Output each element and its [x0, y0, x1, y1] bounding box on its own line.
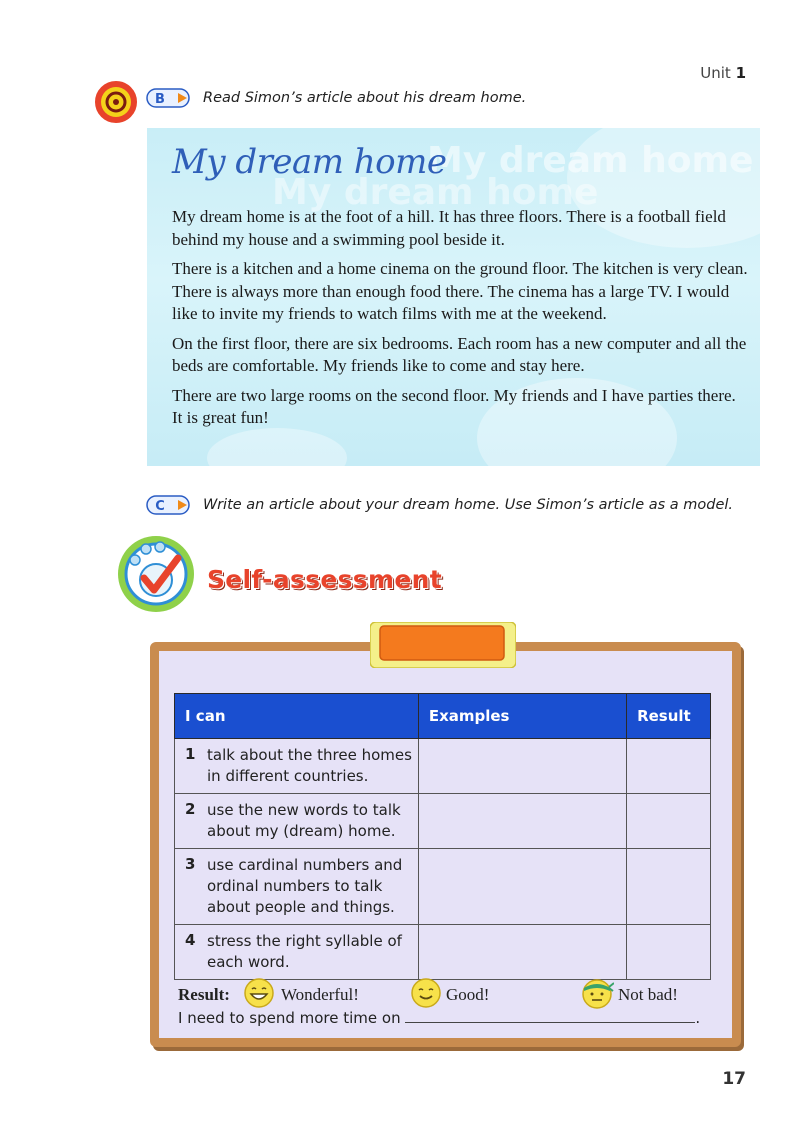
examples-cell[interactable]	[418, 794, 626, 849]
article-body	[172, 206, 750, 437]
article-paragraph: On the first floor, there are six bedrooms. Each room has a new computer and all the beds are comfortable. My friends like to come and stay here.	[172, 333, 747, 375]
task-c-badge-icon	[146, 495, 190, 515]
unit-label: Unit 1	[700, 64, 746, 82]
task-c-letter: C	[155, 499, 165, 514]
table-row	[175, 849, 711, 925]
reading-icon	[92, 78, 140, 126]
table-row	[175, 925, 711, 980]
row-text: talk about the three homes in different countries.	[207, 746, 412, 785]
checkmark-badge-icon	[116, 534, 196, 614]
examples-cell[interactable]	[418, 849, 626, 925]
table-row	[175, 739, 711, 794]
task-b-letter: B	[155, 92, 165, 107]
examples-cell[interactable]	[418, 739, 626, 794]
task-b-badge-icon	[146, 88, 190, 108]
need-more-time-text: I need to spend more time on	[178, 1009, 401, 1027]
header-i-can: I can	[175, 694, 419, 739]
title-watermark: My dream home	[427, 140, 754, 181]
board-tab	[370, 622, 516, 668]
row-number: 2	[185, 800, 196, 818]
need-more-time-line	[178, 1008, 700, 1027]
result-option-not-bad: Not bad!	[618, 985, 678, 1004]
table-row	[175, 794, 711, 849]
result-option-good: Good!	[446, 985, 490, 1004]
header-result: Result	[627, 694, 711, 739]
result-label: Result:	[178, 985, 230, 1004]
self-assessment-table	[174, 693, 711, 980]
article-panel	[147, 128, 760, 466]
result-cell[interactable]	[627, 925, 711, 980]
task-b-instruction: Read Simon’s article about his dream home.	[203, 90, 527, 106]
article-paragraph: There are two large rooms on the second floor. My friends and I have parties there. It is great fun!	[172, 385, 736, 427]
good-smiley-icon[interactable]	[410, 977, 442, 1009]
row-number: 3	[185, 855, 196, 873]
result-cell[interactable]	[627, 849, 711, 925]
task-c-instruction: Write an article about your dream home. Use Simon’s article as a model.	[203, 497, 734, 513]
page-number: 17	[722, 1069, 746, 1089]
row-text: use cardinal numbers and ordinal numbers to talk about people and things.	[207, 856, 403, 916]
result-option-wonderful: Wonderful!	[281, 985, 359, 1004]
title-watermark: My dream home	[272, 172, 599, 213]
result-cell[interactable]	[627, 794, 711, 849]
row-text: use the new words to talk about my (dream) home.	[207, 801, 401, 840]
self-assessment-title: Self-assessment	[207, 565, 442, 594]
row-number: 4	[185, 931, 196, 949]
article-paragraph: My dream home is at the foot of a hill. It has three floors. There is a football field behind my house and a swimming pool beside it.	[172, 207, 726, 249]
article-title: My dream home	[172, 142, 447, 182]
row-text: stress the right syllable of each word.	[207, 932, 402, 971]
examples-cell[interactable]	[418, 925, 626, 980]
need-more-time-period: .	[695, 1009, 701, 1027]
row-number: 1	[185, 745, 196, 763]
table-header-row	[175, 694, 711, 739]
need-more-time-blank[interactable]	[405, 1008, 695, 1023]
article-paragraph: There is a kitchen and a home cinema on the ground floor. The kitchen is very clean. There is always more than enough food there. The cinema has a large TV. I would like to invite my friends to watch films with me at the weekend.	[172, 259, 748, 323]
not-bad-smiley-icon[interactable]	[580, 976, 614, 1010]
wonderful-smiley-icon[interactable]	[243, 977, 275, 1009]
header-examples: Examples	[418, 694, 626, 739]
result-cell[interactable]	[627, 739, 711, 794]
